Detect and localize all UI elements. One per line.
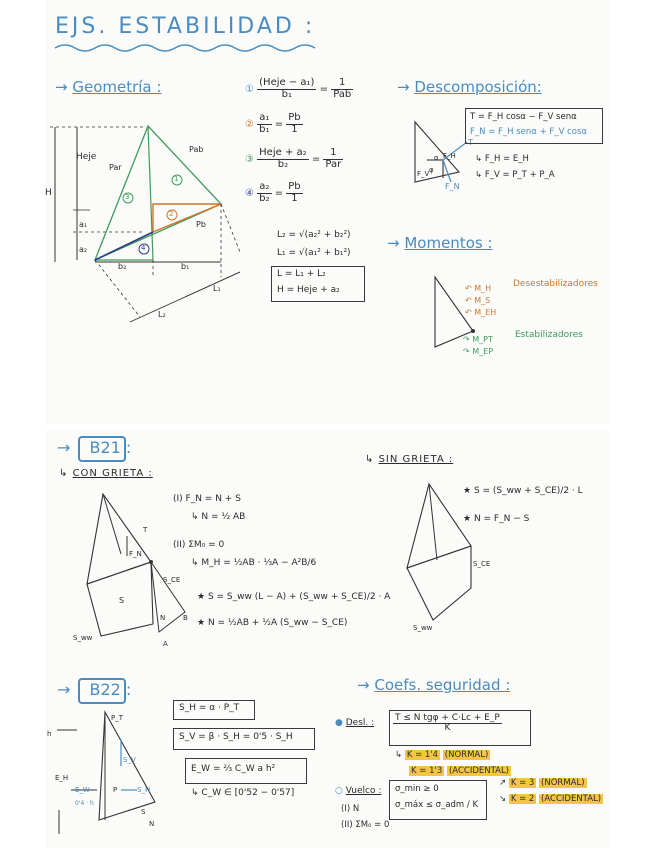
desl-eq: $\frac{\text{T ≤ N tgφ + C·Lc + E\_P}}{K}$ xyxy=(395,713,500,734)
b21-eq-m0: (II) ΣM₀ = 0 xyxy=(173,540,225,550)
desc-label-alpha: α xyxy=(434,154,439,162)
b22-label-sv: S_V xyxy=(123,756,136,764)
label-h: H xyxy=(45,188,52,198)
label-heje: Heje xyxy=(76,152,97,162)
b22-label-s: S xyxy=(141,808,146,816)
descomposicion-heading: → Descomposición: xyxy=(397,78,542,96)
equation-l: L = L₁ + L₂ xyxy=(277,269,326,279)
desl-label: ● Desl. : xyxy=(335,718,375,728)
equation-fh: ↳ F_H = E_H xyxy=(475,154,529,164)
notes-page-1 xyxy=(45,0,610,424)
sin-grieta-label: ↳ SIN GRIETA : xyxy=(365,454,454,465)
sg-label-sce: S_CE xyxy=(473,560,491,568)
vuelco-label: ○ Vuelco : xyxy=(335,786,382,796)
label-a1: a₁ xyxy=(79,220,88,229)
desc-label-fn: F_N xyxy=(445,182,460,191)
label-l2: L₂ xyxy=(158,310,166,319)
b22-label-sh: S_H xyxy=(137,786,151,794)
equation-1: ① $\frac{\text{(Heje − a₁)}}{\text{b₁}}$ = $\frac{1}{\text{Pab}}$ xyxy=(245,77,352,100)
sg-eq-n: ★ N = F_N − S xyxy=(463,514,530,524)
notes-page-2 xyxy=(45,430,610,848)
con-grieta-diagram xyxy=(81,492,201,652)
title-underline xyxy=(55,42,355,54)
equation-2: ② $\frac{\text{a₁}}{\text{b₁}}$ = $\frac{Pb}{1}$ xyxy=(245,112,301,135)
b22-label-h: h xyxy=(47,730,52,738)
b21-label-sce: S_CE xyxy=(163,576,181,584)
geometria-heading: → Geometría : xyxy=(55,78,162,96)
estab-label: Estabilizadores xyxy=(515,330,583,340)
b21-label-b: B xyxy=(183,614,188,622)
vuelco-eq-1: σ_min ≥ 0 xyxy=(395,784,439,794)
b21-label-n: N xyxy=(160,614,166,622)
label-n3: 3 xyxy=(125,193,130,201)
label-par: Par xyxy=(109,163,122,172)
label-l1: L₁ xyxy=(213,284,221,293)
b21-eq-n: ↳ N = ½ AB xyxy=(191,512,246,522)
descomposicion-diagram xyxy=(413,120,473,200)
estab-moments: ↷ M_PT ↷ M_EP xyxy=(463,335,494,356)
desestab-moments: ↶ M_H ↶ M_S ↶ M_EH xyxy=(465,284,497,317)
momentos-heading: → Momentos : xyxy=(387,234,493,252)
desc-label-fv: F_V xyxy=(417,170,430,178)
geometry-diagram xyxy=(45,112,245,332)
label-pab: Pab xyxy=(189,145,204,154)
label-n4: 4 xyxy=(141,244,146,252)
desc-label-phi: φ xyxy=(429,166,434,174)
sin-grieta-diagram xyxy=(405,482,485,632)
b22-eq-sh: S_H = α · P_T xyxy=(179,703,240,713)
b22-label-ew: E_W xyxy=(75,786,90,794)
label-b1: b₁ xyxy=(181,262,190,271)
b22-label-n: N xyxy=(149,820,155,828)
b22-label-pt: P_T xyxy=(111,714,123,722)
vuelco-cond-1: (I) N xyxy=(341,804,360,814)
b22-label-eh: E_H xyxy=(55,774,69,782)
b22-eq-cw: ↳ C_W ∈ [0'52 − 0'57] xyxy=(191,788,295,798)
b21-label-t: T xyxy=(143,526,148,534)
page-title: EJS. ESTABILIDAD : xyxy=(55,14,316,39)
b21-label-sww: S_ww xyxy=(73,634,93,642)
con-grieta-label: ↳ CON GRIETA : xyxy=(59,468,153,479)
b21-eq-s: ★ S = S_ww (L − A) + (S_ww + S_CE)/2 · A xyxy=(197,592,391,602)
equation-fn: F_N = F_H senα + F_V cosα xyxy=(470,127,587,137)
b22-eq-ew: E_W = ⅔ C_W a h² xyxy=(191,764,276,774)
desl-k1: ↳ K = 1'4 (NORMAL) xyxy=(395,750,489,760)
label-b2: b₂ xyxy=(118,262,127,271)
label-n2: 2 xyxy=(169,210,174,218)
desc-label-t: T xyxy=(468,138,473,147)
vuelco-k2: ↘ K = 2 (ACCIDENTAL) xyxy=(499,794,602,804)
b21-label-fn: F_N xyxy=(129,550,142,558)
equation-3: ③ $\frac{\text{Heje + a₂}}{\text{b₂}}$ = $\frac{1}{\text{Par}}$ xyxy=(245,147,342,170)
vuelco-cond-2: (II) ΣM₀ = 0 xyxy=(341,820,390,830)
equation-h: H = Heje + a₂ xyxy=(277,285,340,295)
desl-k2: K = 1'3 (ACCIDENTAL) xyxy=(411,766,509,776)
b21-label-a: A xyxy=(163,640,168,648)
label-a2: a₂ xyxy=(79,245,88,254)
b21-label-s: S xyxy=(119,596,125,605)
equation-t: T = F_H cosα − F_V senα xyxy=(470,112,577,122)
vuelco-eq-2: σ_máx ≤ σ_adm / K xyxy=(395,800,479,810)
b21-badge: → B21 : xyxy=(57,438,132,457)
vuelco-k1: ↗ K = 3 (NORMAL) xyxy=(499,778,585,788)
b21-eq-n2: ★ N = ½AB + ½A (S_ww − S_CE) xyxy=(197,618,348,628)
sg-eq-s: ★ S = (S_ww + S_CE)/2 · L xyxy=(463,486,583,496)
label-pb: Pb xyxy=(196,220,206,229)
equation-4: ④ $\frac{\text{a₂}}{\text{b₂}}$ = $\frac{Pb}{1}$ xyxy=(245,181,301,204)
b21-eq-mh: ↳ M_H = ½AB · ⅓A − A²B/6 xyxy=(191,558,317,568)
b21-eq-fn: (I) F_N = N + S xyxy=(173,494,241,504)
b22-label-p: P xyxy=(113,786,118,794)
desestab-label: Desestabilizadores xyxy=(513,279,598,289)
b22-label-ht: 0'4 · h xyxy=(75,800,94,807)
b22-badge: → B22 : xyxy=(57,680,132,699)
label-n1: 1 xyxy=(174,175,179,183)
desc-label-fh: F_H xyxy=(443,152,456,160)
equation-l2: L₂ = √(a₂² + b₂²) xyxy=(277,230,351,240)
coefs-heading: → Coefs. seguridad : xyxy=(357,676,511,694)
b22-eq-sv: S_V = β · S_H = 0'5 · S_H xyxy=(179,732,293,742)
equation-l1: L₁ = √(a₁² + b₁²) xyxy=(277,248,351,258)
equation-fv: ↳ F_V = P_T + P_A xyxy=(475,170,555,180)
sg-label-sww: S_ww xyxy=(413,624,433,632)
